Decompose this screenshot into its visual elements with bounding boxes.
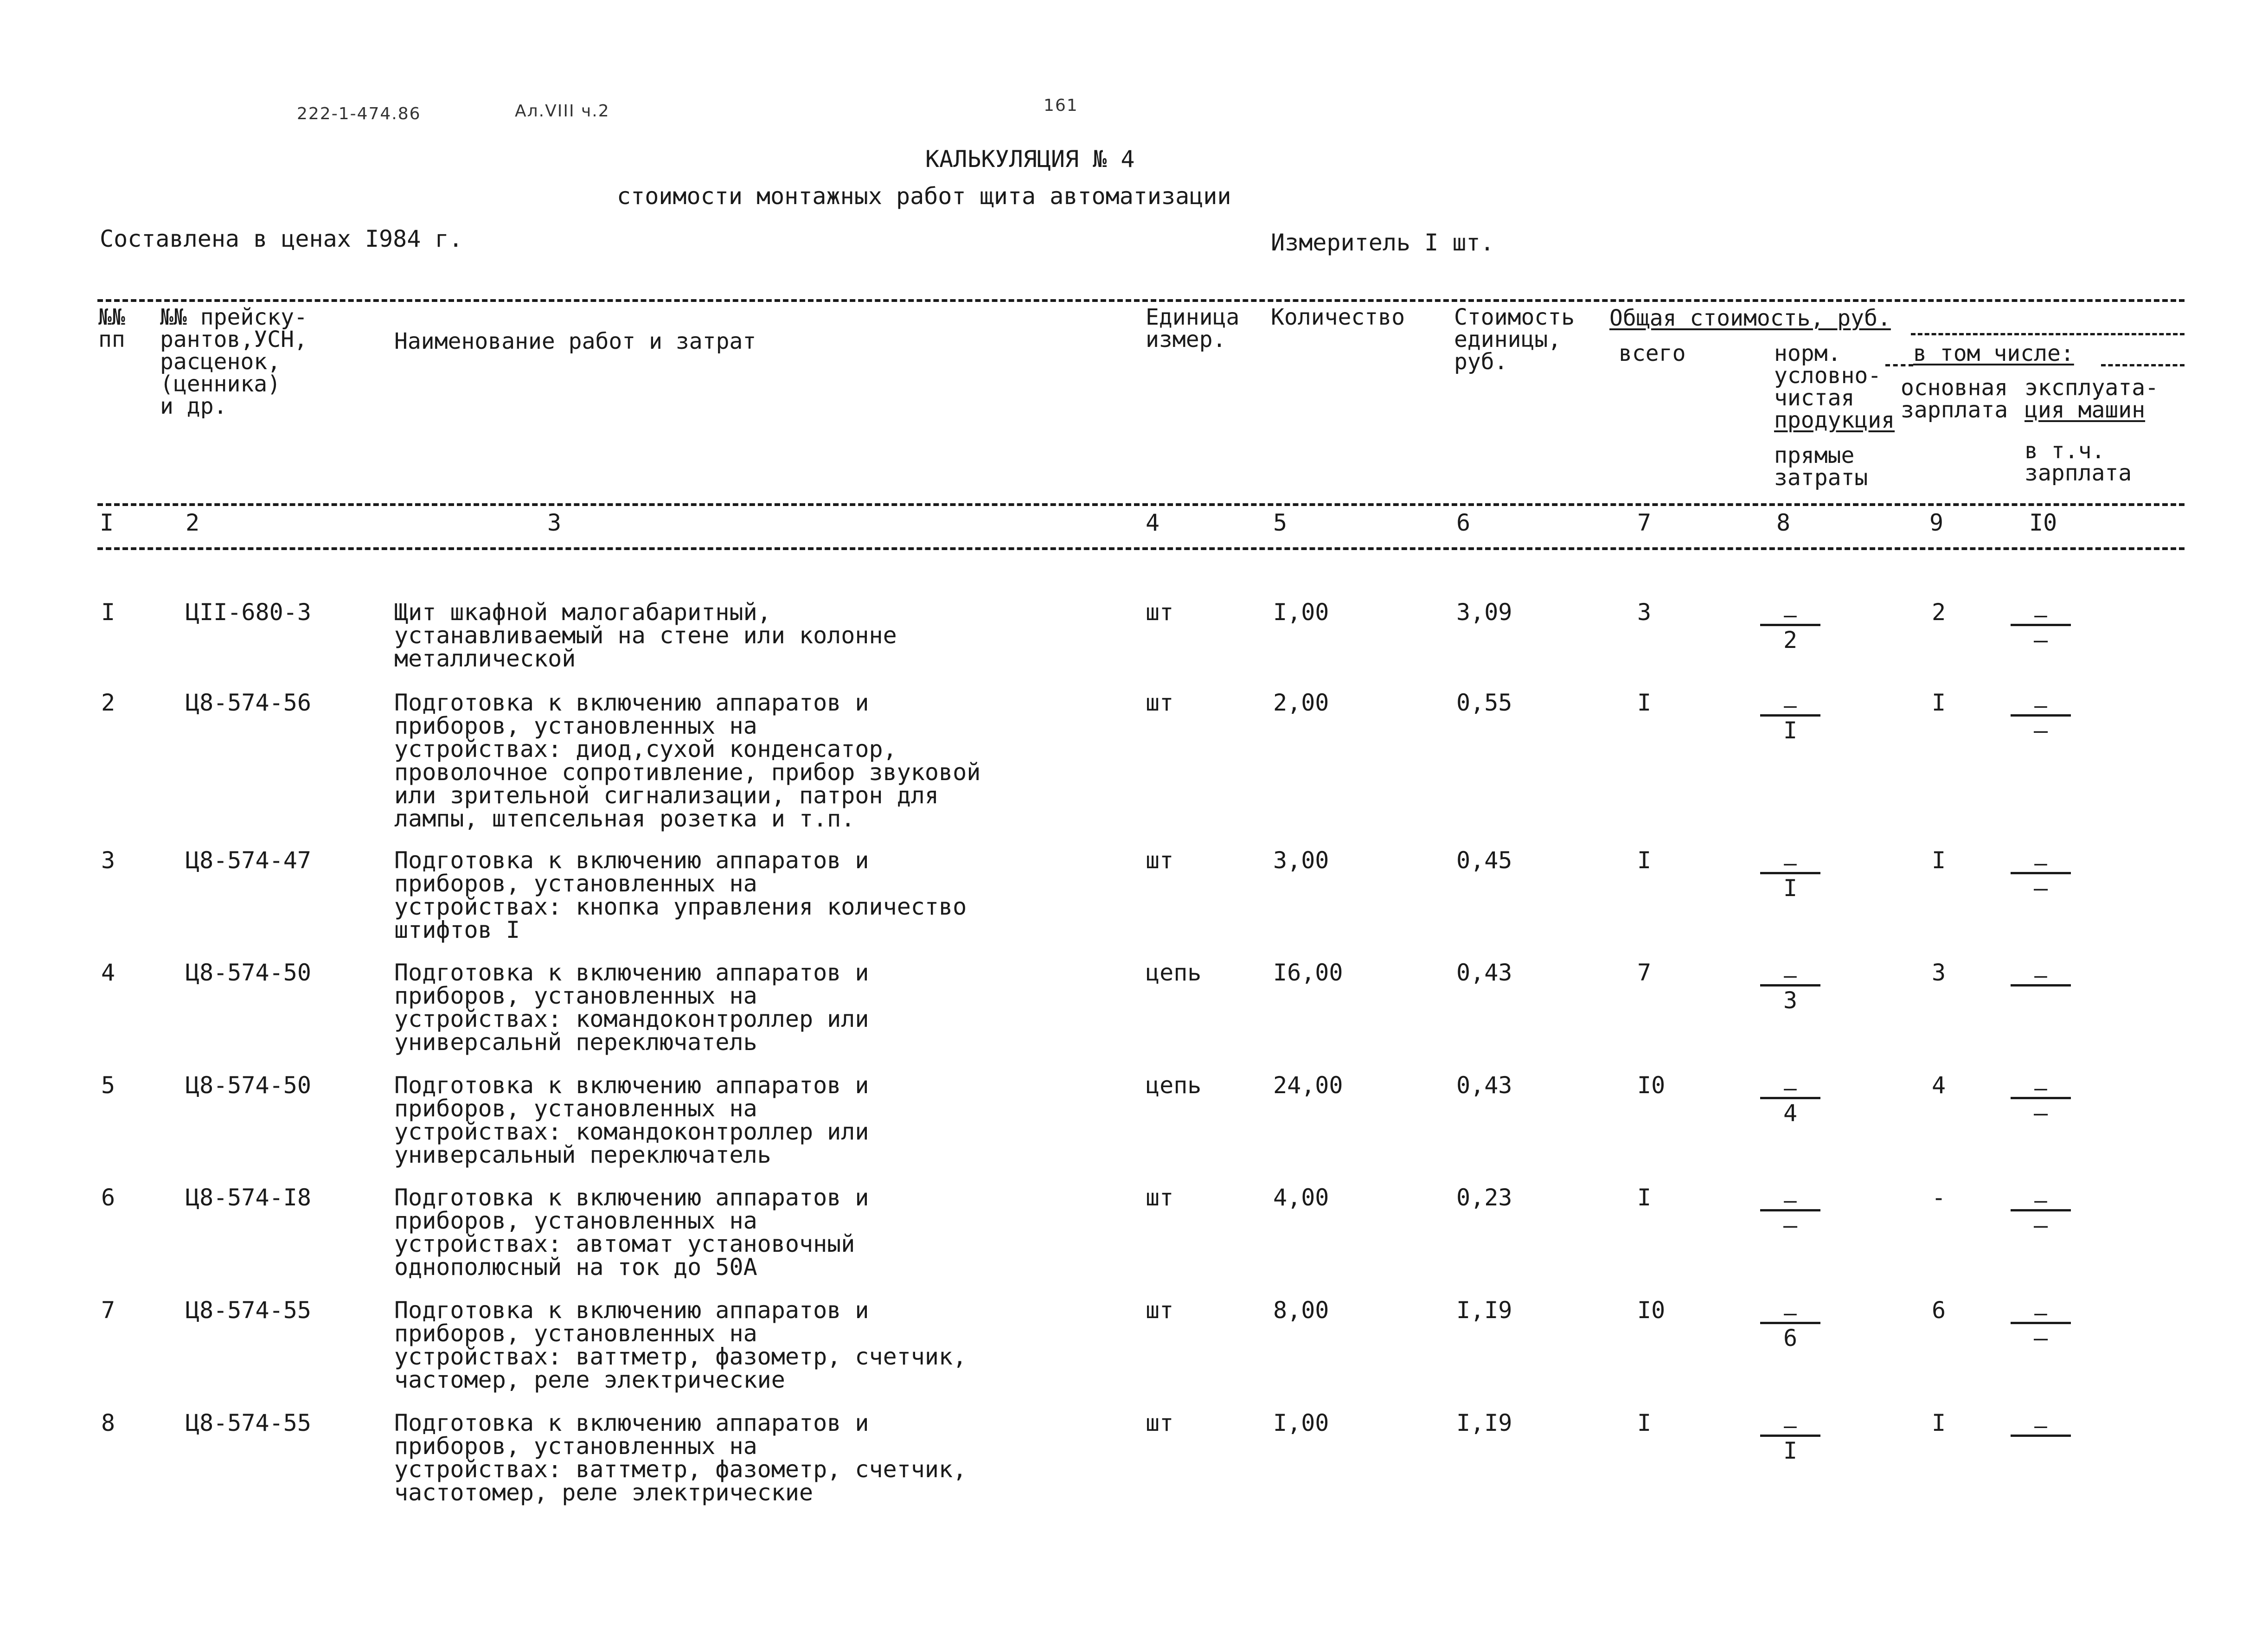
col-header-7: всего xyxy=(1619,340,1686,366)
doc-code: 222-1-474.86 xyxy=(297,104,421,123)
row-machine-costs-bar xyxy=(2011,984,2071,986)
col-header-total-group: Общая стоимость, руб. xyxy=(1609,305,1891,331)
row-quantity: 4,00 xyxy=(1273,1184,1329,1211)
row-total: I xyxy=(1637,1184,1652,1211)
row-machine-costs-numerator: – xyxy=(2034,1188,2047,1213)
col-header-8-sub: прямые затраты xyxy=(1774,442,1868,491)
row-direct-costs-numerator: – xyxy=(1784,1188,1797,1213)
row-direct-costs xyxy=(1760,1413,1820,1464)
row-direct-costs-denominator: I xyxy=(1783,1437,1798,1464)
row-machine-costs-bar xyxy=(2011,1435,2071,1437)
row-code: Ц8-574-56 xyxy=(186,689,311,716)
col-header-10: эксплуата- xyxy=(2025,375,2159,401)
row-machine-costs-denominator: – xyxy=(2033,875,2048,902)
row-total: I xyxy=(1637,847,1652,874)
row-base-salary: 6 xyxy=(1932,1297,1946,1324)
row-unit-price: 0,43 xyxy=(1456,1072,1512,1099)
col-number: 2 xyxy=(186,509,200,536)
row-direct-costs-numerator: – xyxy=(1784,1413,1797,1438)
row-machine-costs-bar xyxy=(2011,1209,2071,1211)
row-description: Подготовка к включению аппаратов и приборов, установленных на устройствах: автомат установочный однополюсный на ток до 50А xyxy=(394,1184,869,1281)
row-direct-costs-numerator: – xyxy=(1784,602,1797,628)
row-direct-costs xyxy=(1760,851,1820,902)
doc-title: КАЛЬКУЛЯЦИЯ № 4 xyxy=(925,146,1135,173)
row-unit-price: 0,55 xyxy=(1456,689,1512,716)
row-number: 3 xyxy=(101,847,115,874)
row-machine-costs-numerator: – xyxy=(2034,693,2047,718)
col-number: I0 xyxy=(2029,509,2057,536)
row-number: I xyxy=(101,599,115,626)
row-code: Ц8-574-I8 xyxy=(186,1184,311,1211)
rule-colnum-bottom xyxy=(97,547,2185,550)
row-direct-costs-denominator: – xyxy=(1783,1212,1798,1239)
row-code: Ц8-574-50 xyxy=(186,1072,311,1099)
row-unit-price: 0,23 xyxy=(1456,1184,1512,1211)
rule-header-bottom xyxy=(97,503,2185,506)
row-direct-costs-bar xyxy=(1760,714,1820,717)
col-number: 9 xyxy=(1929,509,1944,536)
row-base-salary: 3 xyxy=(1932,959,1946,986)
row-quantity: 24,00 xyxy=(1273,1072,1343,1099)
row-direct-costs-bar xyxy=(1760,872,1820,874)
col-header-2: №№ прейску- рантов,УСН, расценок, (ценника) и др. xyxy=(160,304,308,419)
row-machine-costs-bar xyxy=(2011,872,2071,874)
row-machine-costs-bar xyxy=(2011,1322,2071,1324)
row-machine-costs xyxy=(2011,851,2071,902)
row-machine-costs-numerator: – xyxy=(2034,602,2047,628)
row-direct-costs xyxy=(1760,604,1820,651)
row-machine-costs-numerator: – xyxy=(2034,963,2047,988)
row-direct-costs xyxy=(1760,1188,1820,1239)
row-unit: шт xyxy=(1146,847,1174,874)
row-number: 7 xyxy=(101,1297,115,1324)
row-base-salary: I xyxy=(1932,847,1946,874)
row-unit: цепь xyxy=(1146,1072,1202,1099)
row-direct-costs xyxy=(1760,1300,1820,1352)
row-direct-costs-bar xyxy=(1760,1097,1820,1099)
row-code: ЦII-680-3 xyxy=(186,599,311,626)
row-number: 5 xyxy=(101,1072,115,1099)
row-description: Подготовка к включению аппаратов и приборов, установленных на устройствах: ваттметр, фазометр, счетчик, частотомер, реле электрические xyxy=(394,1409,967,1506)
row-machine-costs xyxy=(2011,1188,2071,1239)
row-quantity: I,00 xyxy=(1273,1409,1329,1436)
row-unit: шт xyxy=(1146,1409,1174,1436)
row-machine-costs-numerator: – xyxy=(2034,851,2047,876)
rule-top xyxy=(97,299,2185,302)
row-quantity: 8,00 xyxy=(1273,1297,1329,1324)
row-unit: шт xyxy=(1146,1297,1174,1324)
col-number: 3 xyxy=(547,509,562,536)
prices-note: Составлена в ценах I984 г. xyxy=(100,225,463,252)
row-code: Ц8-574-50 xyxy=(186,959,311,986)
row-quantity: 3,00 xyxy=(1273,847,1329,874)
row-machine-costs xyxy=(2011,965,2071,1011)
row-total: 3 xyxy=(1637,599,1652,626)
row-unit-price: 0,45 xyxy=(1456,847,1512,874)
row-direct-costs-denominator: 4 xyxy=(1783,1100,1798,1127)
col-header-1: №№ пп xyxy=(98,304,125,352)
row-machine-costs xyxy=(2011,1300,2071,1352)
row-machine-costs-denominator: – xyxy=(2033,1100,2048,1127)
row-number: 4 xyxy=(101,959,115,986)
row-base-salary: 4 xyxy=(1932,1072,1946,1099)
row-quantity: I6,00 xyxy=(1273,959,1343,986)
row-unit: шт xyxy=(1146,1184,1174,1211)
row-base-salary: I xyxy=(1932,689,1946,716)
row-number: 6 xyxy=(101,1184,115,1211)
row-direct-costs-numerator: – xyxy=(1784,851,1797,876)
row-description: Подготовка к включению аппаратов и приборов, установленных на устройствах: кнопка управления количество штифтов I xyxy=(394,847,967,943)
row-direct-costs-numerator: – xyxy=(1784,963,1797,988)
rule-incl-left xyxy=(1885,364,1913,366)
row-machine-costs-denominator: – xyxy=(2033,1325,2048,1352)
row-machine-costs-numerator: – xyxy=(2034,1076,2047,1101)
unit-note: Измеритель I шт. xyxy=(1271,229,1494,256)
col-header-6: Стоимость единицы, руб. xyxy=(1454,304,1575,375)
row-unit: цепь xyxy=(1146,959,1202,986)
col-number: I xyxy=(100,509,114,536)
row-description: Подготовка к включению аппаратов и приборов, установленных на устройствах: командоконтроллер или универсальный переключатель xyxy=(394,1072,869,1168)
col-header-4: Единица измер. xyxy=(1146,304,1240,352)
row-description: Подготовка к включению аппаратов и приборов, установленных на устройствах: командоконтроллер или универсальнй переключатель xyxy=(394,959,869,1056)
row-total: I0 xyxy=(1637,1072,1666,1099)
row-direct-costs-bar xyxy=(1760,984,1820,986)
row-direct-costs-bar xyxy=(1760,1435,1820,1437)
row-base-salary: I xyxy=(1932,1409,1946,1436)
row-machine-costs-denominator: – xyxy=(2033,1212,2048,1239)
row-unit: шт xyxy=(1146,689,1174,716)
row-unit-price: 3,09 xyxy=(1456,599,1512,626)
col-number: 5 xyxy=(1273,509,1288,536)
row-direct-costs-numerator: – xyxy=(1784,693,1797,718)
row-machine-costs xyxy=(2011,1076,2071,1127)
row-machine-costs xyxy=(2011,693,2071,744)
doc-subtitle: стоимости монтажных работ щита автоматизации xyxy=(617,183,1231,210)
rule-incl-right xyxy=(2101,364,2185,366)
row-unit-price: I,I9 xyxy=(1456,1297,1512,1324)
row-direct-costs-numerator: – xyxy=(1784,1076,1797,1101)
row-direct-costs-bar xyxy=(1760,1209,1820,1211)
album-ref: Ал.VIII ч.2 xyxy=(515,102,610,121)
row-code: Ц8-574-55 xyxy=(186,1409,311,1436)
row-machine-costs-bar xyxy=(2011,624,2071,626)
row-number: 2 xyxy=(101,689,115,716)
row-quantity: 2,00 xyxy=(1273,689,1329,716)
row-direct-costs-denominator: 3 xyxy=(1783,987,1798,1014)
col-number: 8 xyxy=(1776,509,1791,536)
row-direct-costs xyxy=(1760,693,1820,744)
row-unit-price: I,I9 xyxy=(1456,1409,1512,1436)
row-direct-costs-denominator: I xyxy=(1783,717,1798,744)
row-number: 8 xyxy=(101,1409,115,1436)
rule-group-right xyxy=(1911,333,2185,335)
row-total: 7 xyxy=(1637,959,1652,986)
row-unit-price: 0,43 xyxy=(1456,959,1512,986)
row-total: I0 xyxy=(1637,1297,1666,1324)
row-total: I xyxy=(1637,1409,1652,1436)
row-unit: шт xyxy=(1146,599,1174,626)
col-header-9: основная зарплата xyxy=(1901,375,2008,423)
col-number: 4 xyxy=(1146,509,1160,536)
row-total: I xyxy=(1637,689,1652,716)
col-header-8: норм. условно- чистая xyxy=(1774,340,1882,411)
row-machine-costs-numerator: – xyxy=(2034,1413,2047,1438)
row-description: Щит шкафной малогабаритный, устанавливаемый на стене или колонне металлической xyxy=(394,599,897,672)
row-machine-costs-denominator: – xyxy=(2033,717,2048,744)
row-direct-costs xyxy=(1760,963,1820,1014)
col-header-10-sub: в т.ч. зарплата xyxy=(2025,438,2132,486)
row-direct-costs-bar xyxy=(1760,1322,1820,1324)
col-number: 7 xyxy=(1637,509,1652,536)
col-header-8-product: продукция xyxy=(1774,407,1895,433)
row-direct-costs-numerator: – xyxy=(1784,1300,1797,1326)
row-machine-costs-bar xyxy=(2011,714,2071,717)
row-machine-costs xyxy=(2011,604,2071,651)
row-machine-costs-bar xyxy=(2011,1097,2071,1099)
row-direct-costs-denominator: 2 xyxy=(1783,627,1798,653)
row-description: Подготовка к включению аппаратов и приборов, установленных на устройствах: диод,сухой конденсатор, проволочное сопротивление, прибор звуковой или зрительной сигнализации, патрон для лампы, штепсельная розетка и т.п. xyxy=(394,689,981,832)
row-direct-costs-bar xyxy=(1760,624,1820,626)
col-header-incl: в том числе: xyxy=(1913,340,2074,366)
row-quantity: I,00 xyxy=(1273,599,1329,626)
row-code: Ц8-574-55 xyxy=(186,1297,311,1324)
row-machine-costs-denominator: – xyxy=(2033,627,2048,653)
row-machine-costs-numerator: – xyxy=(2034,1300,2047,1326)
col-header-3: Наименование работ и затрат xyxy=(394,328,756,354)
row-direct-costs xyxy=(1760,1076,1820,1127)
row-direct-costs-denominator: I xyxy=(1783,875,1798,902)
col-header-5: Количество xyxy=(1271,304,1405,330)
col-number: 6 xyxy=(1456,509,1471,536)
row-direct-costs-denominator: 6 xyxy=(1783,1325,1798,1352)
row-base-salary: - xyxy=(1932,1184,1946,1211)
row-base-salary: 2 xyxy=(1932,599,1946,626)
page-number: 161 xyxy=(1044,96,1078,115)
row-machine-costs xyxy=(2011,1415,2071,1461)
row-code: Ц8-574-47 xyxy=(186,847,311,874)
row-description: Подготовка к включению аппаратов и приборов, установленных на устройствах: ваттметр, фазометр, счетчик, частомер, реле электрические xyxy=(394,1297,967,1393)
col-header-10-machines: ция машин xyxy=(2025,397,2146,423)
